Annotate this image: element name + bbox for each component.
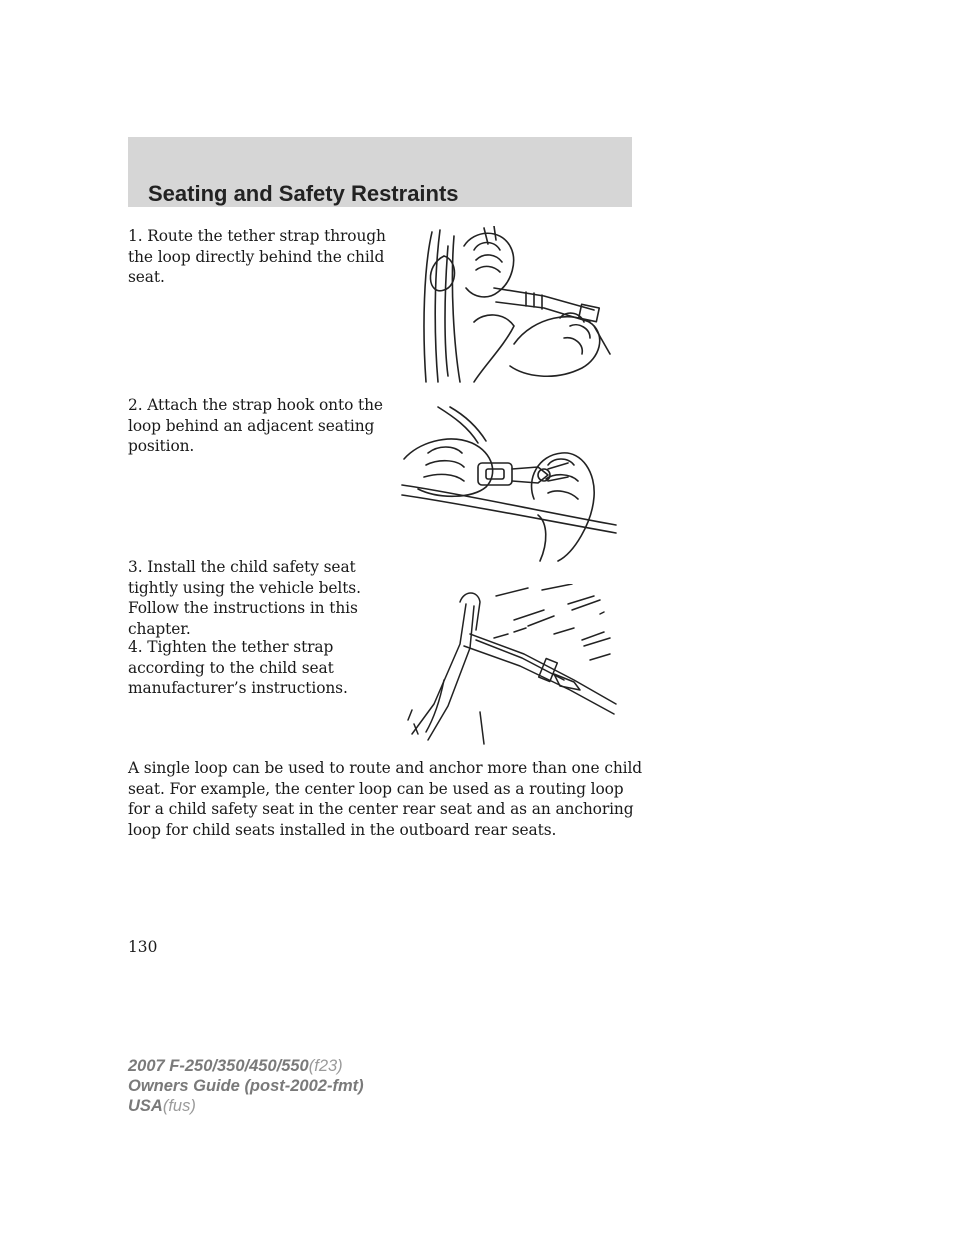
footer-region: USA: [128, 1097, 163, 1115]
footer-line-1: [128, 1056, 364, 1076]
header-band: [128, 137, 632, 207]
illustration-routing-tether-strap: [414, 226, 614, 384]
illustration-attaching-strap-hook: [398, 403, 620, 563]
footer-region-code: (fus): [162, 1097, 196, 1115]
footer-line-2: [128, 1076, 364, 1096]
illustration-tightening-tether-strap: [404, 584, 618, 746]
step-1-text: 1. Route the tether strap through the loop directly behind the child seat.: [128, 227, 386, 286]
footer: [128, 1056, 364, 1116]
step-3-text: 3. Install the child safety seat tightly using the vehicle belts. Follow the instructions in this chapter.: [128, 558, 361, 638]
body-paragraph: A single loop can be used to route and anchor more than one child seat. For example, the center loop can be used as a routing loop for a child safety seat in the center rear seat and as an anchoring loop for child seats installed in the outboard rear seats.: [128, 759, 643, 839]
footer-model-code: (f23): [308, 1057, 343, 1075]
section-title: Seating and Safety Restraints: [148, 181, 459, 206]
page-number: 130: [128, 938, 158, 956]
footer-guide: Owners Guide (post-2002-fmt): [128, 1077, 364, 1095]
step-2-text: 2. Attach the strap hook onto the loop behind an adjacent seating position.: [128, 396, 383, 455]
step-4-text: 4. Tighten the tether strap according to the child seat manufacturer’s instructions.: [128, 638, 348, 697]
footer-model: 2007 F-250/350/450/550: [128, 1057, 309, 1075]
footer-line-3: [128, 1096, 364, 1116]
